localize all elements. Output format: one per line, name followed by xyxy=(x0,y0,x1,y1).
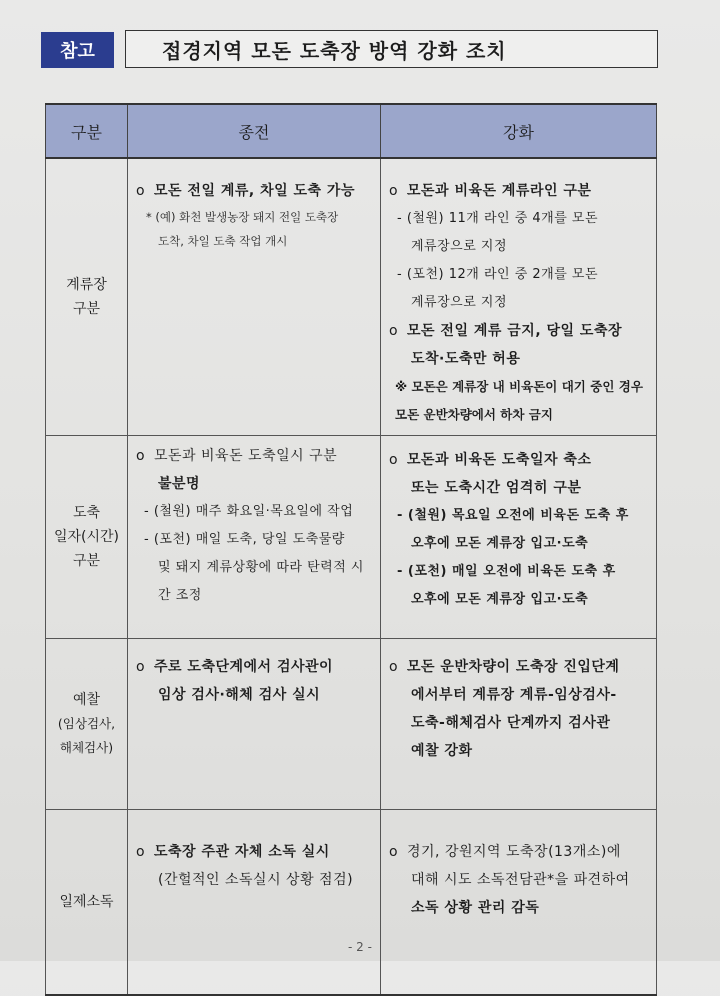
after-item-cont: 대해 시도 소독전담관*을 파견하여 xyxy=(411,872,630,888)
before-sub-line: - (포천) 매일 도축, 당일 도축물량 xyxy=(144,532,345,547)
before-item: o 모돈 전일 계류, 차일 도축 가능 xyxy=(136,183,355,199)
after-sub-line: - (철원) 11개 라인 중 4개를 모돈 xyxy=(397,211,599,226)
before-sub-line: 및 돼지 계류상황에 따라 탄력적 시 xyxy=(158,560,364,575)
after-sub-line: 계류장으로 지정 xyxy=(411,295,508,310)
row-category-cell xyxy=(46,158,128,436)
after-item: o 모돈 운반차량이 도축장 진입단계 xyxy=(389,659,620,675)
after-cell xyxy=(381,639,657,810)
category-line: 일자(시간) xyxy=(53,529,120,545)
after-item: o 모돈과 비육돈 도축일자 축소 xyxy=(389,452,592,468)
table-row xyxy=(46,158,657,436)
note-line: ※ 모돈은 계류장 내 비육돈이 대기 중인 경우 xyxy=(395,379,643,394)
category-line: (임상검사, xyxy=(57,716,116,731)
category-line: 일제소독 xyxy=(59,894,114,910)
after-item: o 모돈 전일 계류 금지, 당일 도축장 xyxy=(389,323,622,339)
after-sub-line: - (철원) 목요일 오전에 비육돈 도축 후 xyxy=(397,508,629,523)
table-row xyxy=(46,436,657,639)
before-cell xyxy=(128,158,381,436)
after-sub-line: - (포천) 매일 오전에 비육돈 도축 후 xyxy=(397,564,616,579)
category-line: 구분 xyxy=(72,553,101,569)
after-sub-line: - (포천) 12개 라인 중 2개를 모돈 xyxy=(397,267,599,282)
reference-badge: 참고 xyxy=(41,32,114,68)
after-item-cont: 도착·도축만 허용 xyxy=(411,351,521,367)
before-cell xyxy=(128,436,381,639)
after-cell xyxy=(381,436,657,639)
before-item-cont: 불분명 xyxy=(158,476,201,492)
header-before: 종전 xyxy=(128,104,381,158)
after-item: o 경기, 강원지역 도축장(13개소)에 xyxy=(389,844,621,860)
row-category-cell xyxy=(46,436,128,639)
after-item-cont: 도축-해체검사 단계까지 검사관 xyxy=(411,715,611,731)
before-sub-line: (간헐적인 소독실시 상황 점검) xyxy=(158,872,354,888)
before-cell xyxy=(128,639,381,810)
document-header xyxy=(41,30,658,70)
table-row xyxy=(46,810,657,996)
after-item-cont: 또는 도축시간 엄격히 구분 xyxy=(411,480,582,496)
category-line: 해체검사) xyxy=(59,740,114,755)
row-category-cell xyxy=(46,639,128,810)
category-line: 구분 xyxy=(72,301,101,317)
after-item-cont: 소독 상황 관리 감독 xyxy=(411,900,540,916)
document-title: 접경지역 모돈 도축장 방역 강화 조치 xyxy=(125,30,658,68)
after-sub-line: 오후에 모돈 계류장 입고·도축 xyxy=(411,536,589,551)
after-cell xyxy=(381,810,657,996)
note-line: 모돈 운반차량에서 하차 금지 xyxy=(395,407,553,422)
measures-table xyxy=(45,103,657,996)
before-cell xyxy=(128,810,381,996)
table-row xyxy=(46,639,657,810)
row-category-cell xyxy=(46,810,128,996)
category-line: 계류장 xyxy=(66,277,107,293)
after-sub-line: 계류장으로 지정 xyxy=(411,239,508,254)
measures-table-wrapper xyxy=(45,103,656,916)
before-item: o 주로 도축단계에서 검사관이 xyxy=(136,659,334,675)
after-item-cont: 에서부터 계류장 계류-임상검사- xyxy=(411,687,617,703)
example-line: * (예) 화천 발생농장 돼지 전일 도축장 xyxy=(146,210,339,224)
before-item: o 도축장 주관 자체 소독 실시 xyxy=(136,844,330,860)
before-item-cont: 임상 검사·해체 검사 실시 xyxy=(158,687,321,703)
example-line: 도착, 차일 도축 작업 개시 xyxy=(158,234,288,248)
after-sub-line: 오후에 모돈 계류장 입고·도축 xyxy=(411,592,589,607)
category-line: 예찰 xyxy=(72,692,101,708)
before-sub-line: 간 조정 xyxy=(158,588,202,603)
before-item: o 모돈과 비육돈 도축일시 구분 xyxy=(136,448,338,464)
before-sub-line: - (철원) 매주 화요일·목요일에 작업 xyxy=(144,504,354,519)
after-cell xyxy=(381,158,657,436)
header-after: 강화 xyxy=(381,104,657,158)
category-line: 도축 xyxy=(72,505,101,521)
table-header-row xyxy=(46,104,657,158)
after-item-cont: 예찰 강화 xyxy=(411,743,473,759)
after-item: o 모돈과 비육돈 계류라인 구분 xyxy=(389,183,592,199)
page-number: - 2 - xyxy=(348,940,372,954)
header-category: 구분 xyxy=(46,104,128,158)
